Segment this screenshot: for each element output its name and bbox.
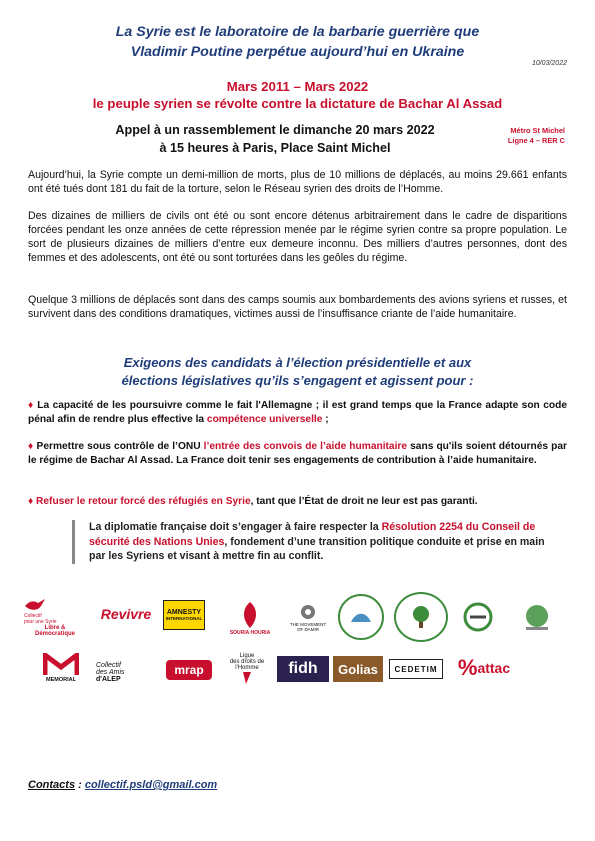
demand-line-2: élections législatives qu’ils s’engagent et agissent pour : xyxy=(121,373,474,388)
title-line-1: La Syrie est le laboratoire de la barbarie guerrière que xyxy=(115,24,480,40)
logo-text: AMNESTY xyxy=(166,609,202,616)
logo-golias xyxy=(333,656,383,682)
bullet-universal-jurisdiction xyxy=(28,399,567,427)
bullet-text: La capacité de les poursuivre comme le fait l'Allemagne ; il est grand temps que la France adapte son code pénal afin de rendre plus effective la xyxy=(28,400,568,425)
logo-ldh xyxy=(222,644,272,694)
metro-line: Ligne 4 – RER C xyxy=(507,136,565,145)
quote-text: La diplomatie française doit s’engager à faire respecter la xyxy=(89,521,382,533)
logo-text: INTERNATIONAL xyxy=(165,616,203,621)
logo-mrap xyxy=(166,660,212,680)
logo-text: THE MOVEMENT xyxy=(289,622,327,627)
logo-text: SOURIA HOURIA xyxy=(229,630,271,636)
logo-text: d'ALEP xyxy=(96,675,121,683)
logo-cedetim xyxy=(389,659,443,679)
logo-text: des droits de xyxy=(229,659,265,665)
paragraph-3: Quelque 3 millions de déplacés sont dans des camps soumis aux bombardements des avions syriens et russes, et survivent dans des conditions dramatiques, victimes aussi de l’insuffisance criante de l’aide humanitaire. xyxy=(28,294,567,320)
metro-station: Métro St Michel xyxy=(510,126,565,135)
bullet-text: Permettre sous contrôle de l’ONU xyxy=(33,441,204,452)
logo-text: fidh xyxy=(288,660,318,677)
logo-text: Revivre xyxy=(100,606,152,622)
resolution-highlight: Résolution 2254 du Conseil de sécurité des Nations Unies xyxy=(89,521,536,548)
logo-attac xyxy=(452,652,516,684)
logo-paix-circle xyxy=(394,592,448,642)
map-icon xyxy=(348,607,374,627)
logo-text: l'Homme xyxy=(235,665,259,671)
logo-souria-houria xyxy=(224,597,276,639)
logo-damir xyxy=(284,595,332,639)
logo-fidh xyxy=(277,656,329,682)
logo-text: attac xyxy=(477,660,511,676)
logo-text: Golias xyxy=(338,661,378,677)
contact-email-link[interactable]: collectif.psld@gmail.com xyxy=(84,779,218,791)
demand-line-1: Exigeons des candidats à l’élection présidentielle et aux xyxy=(123,355,472,370)
diamond-icon: ♦ xyxy=(28,441,34,452)
bullet-end: ; xyxy=(322,413,329,425)
logo-text: OF DAMIR xyxy=(297,627,319,632)
damir-icon xyxy=(298,602,318,622)
flower-icon xyxy=(237,600,263,630)
dove-icon xyxy=(24,597,46,613)
logo-csf xyxy=(456,596,500,638)
diamond-icon: ♦ xyxy=(28,496,34,507)
ldh-mark-icon xyxy=(240,671,254,685)
appel-line-1: Appel à un rassemblement le dimanche 20 mars 2022 xyxy=(115,123,435,137)
diamond-icon: ♦ xyxy=(28,400,34,411)
bullet-refugees xyxy=(28,495,567,509)
logo-amis-alep xyxy=(96,654,158,690)
logo-text: Collectif xyxy=(96,661,121,669)
diplomacy-quote xyxy=(72,520,559,564)
logo-green-circle xyxy=(338,594,384,640)
percent-icon: % xyxy=(457,655,478,680)
logo-text: CEDETIM xyxy=(394,664,438,674)
tree-icon xyxy=(407,604,435,630)
logo-text: Collectif xyxy=(24,613,42,619)
bullet-end: sans qu'ils soient détournés par le régime de Bachar Al Assad. La France doit tenir ses engagements de contribution à l’aide humanitaire. xyxy=(28,441,567,466)
contacts-label: Contacts xyxy=(28,779,76,791)
appel-line-2: à 15 heures à Paris, Place Saint Michel xyxy=(159,141,391,155)
contacts xyxy=(28,779,217,791)
bullet-end: , tant que l’État de droit ne leur est pas garanti. xyxy=(250,496,478,507)
anniversary-line: Mars 2011 – Mars 2022 xyxy=(226,79,369,94)
memorial-m-icon xyxy=(43,653,79,677)
logo-text: pour une Syrie xyxy=(24,619,57,625)
bullet-highlight: l’entrée des convois de l’aide humanitaire xyxy=(203,441,408,452)
logo-text: MEMORIAL xyxy=(46,677,76,683)
logo-text: Libre & Démocratique xyxy=(34,625,75,637)
bullet-highlight: Refuser le retour forcé des réfugiés en Syrie xyxy=(33,496,251,507)
logo-arabic-org xyxy=(508,596,566,640)
date: 10/03/2022 xyxy=(531,60,567,67)
logo-revivre xyxy=(95,602,157,626)
metro-info xyxy=(508,126,565,146)
paragraph-1: Aujourd’hui, la Syrie compte un demi-million de morts, plus de 10 millions de déplacés, au moins 29.661 enfants ont été tués dont 181 du fait de la torture, selon le Réseau syrien des droits de l’Homme. xyxy=(28,169,567,195)
logo-text: des Amis xyxy=(96,668,125,676)
paragraph-2: Des dizaines de milliers de civils ont été ou sont encore détenus arbitrairement dans le cadre de disparitions forcées pendant les onze années de cette répression menée par le régime syrien contre sa propre population. Le sort de plusieurs dizaines de milliers d’entre eux demeure inconnu. Des milliers d’autres personnes, dont des femmes et des adolescents, ont été ou sont torturées dans les geôles du régime. xyxy=(28,210,567,264)
contacts-sep: : xyxy=(75,779,85,791)
bullet-humanitarian-aid xyxy=(28,440,567,468)
revolt-line: le peuple syrien se révolte contre la dictature de Bachar Al Assad xyxy=(92,96,503,111)
logo-amnesty xyxy=(163,600,205,630)
bullet-highlight: compétence universelle xyxy=(206,413,323,425)
csf-icon xyxy=(460,601,496,633)
logo-collectif-syrie xyxy=(24,594,86,640)
logo-text: Ligue xyxy=(239,653,255,659)
logo-text: mrap xyxy=(174,663,204,677)
quote-text-end: , fondement d’une transition politique conduite et prise en main par les Syriens et visant à mettre fin au conflit. xyxy=(89,535,545,562)
org-icon xyxy=(518,603,556,633)
title-line-2: Vladimir Poutine perpétue aujourd’hui en Ukraine xyxy=(130,44,465,60)
logo-memorial xyxy=(38,648,84,688)
